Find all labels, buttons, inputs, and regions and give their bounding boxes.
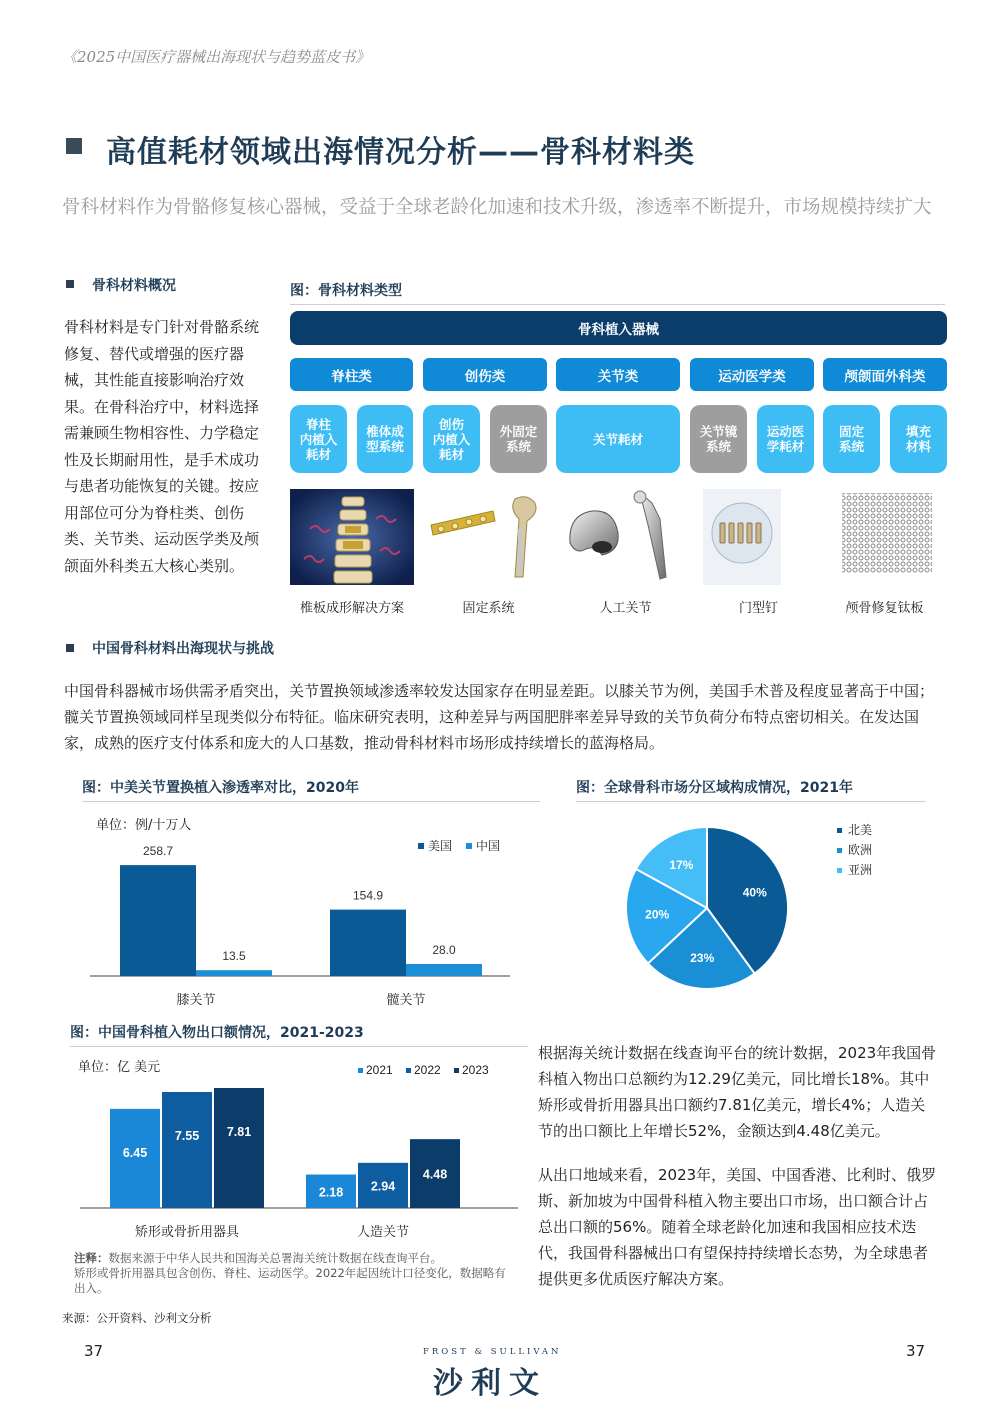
chart1-category-label: 膝关节	[176, 992, 216, 1007]
chart1-category-label: 髋关节	[386, 992, 426, 1007]
chart2-slice-label: 20%	[645, 907, 670, 922]
chart2-legend-swatch	[837, 848, 842, 853]
caption-staple: 门型钉	[738, 601, 778, 616]
figure-rule	[290, 304, 945, 305]
leaf-external-fixation: 外固定 系统	[490, 405, 547, 473]
section-label-overview: 骨科材料概况	[92, 278, 176, 294]
chart3-title: 图：中国骨科植入物出口额情况，2021-2023	[70, 1025, 364, 1041]
chart3-legend-swatch	[358, 1068, 363, 1073]
chart1-title: 图：中美关节置换植入渗透率对比，2020年	[82, 780, 359, 796]
leaf-sports-consumables: 运动医 学耗材	[757, 405, 814, 473]
chart1-legend-label: 美国	[428, 839, 453, 853]
category-sports-medicine: 运动医学类	[690, 358, 814, 391]
chart3-value-label: 7.81	[226, 1124, 252, 1139]
leaf-joint-consumables: 关节耗材	[556, 405, 680, 473]
leaf-spine-implant: 脊柱 内植入 耗材	[290, 405, 347, 473]
chart3-legend-label: 2021	[366, 1063, 393, 1077]
chart1-value-label: 13.5	[222, 949, 246, 964]
note-lead: 注释：	[74, 1251, 109, 1265]
title-bullet	[66, 138, 82, 154]
chart2-legend-swatch	[837, 828, 842, 833]
leaf-vertebroplasty: 椎体成 型系统	[357, 405, 413, 473]
category-joint: 关节类	[556, 358, 680, 391]
chart1-value-label: 258.7	[142, 844, 174, 859]
chart2-legend-label: 欧洲	[848, 843, 873, 857]
chart3-category-label: 人造关节	[356, 1224, 410, 1239]
chart1-bar	[330, 910, 406, 976]
chart1-value-label: 154.9	[352, 888, 384, 903]
chart3-value-label: 2.18	[318, 1185, 344, 1200]
figure-title-types: 图：骨科材料类型	[290, 283, 402, 299]
category-spine: 脊柱类	[290, 358, 413, 391]
chart2-legend-label: 亚洲	[848, 863, 873, 877]
chart3-legend-swatch	[406, 1068, 411, 1073]
leaf-arthroscopy: 关节镜 系统	[690, 405, 747, 473]
chart2-title: 图：全球骨科市场分区域构成情况，2021年	[576, 780, 853, 796]
note-line-2: 矫形或骨折用器具包含创伤、脊柱、运动医学。2022年起因统计口径变化，数据略有出入。	[74, 1266, 506, 1295]
export-paragraph-2: 从出口地域来看，2023年，美国、中国香港、比利时、俄罗斯、新加坡为中国骨科植入物主要出口市场，出口额合计占总出口额的56%。随着全球老龄化加速和我国相应技术迭代，我国骨科器械出口有望保持持续增长态势，为全球患者提供更多优质医疗解决方案。	[538, 1166, 937, 1288]
chart2-slice-label: 23%	[690, 950, 715, 965]
status-paragraph: 中国骨科器械市场供需矛盾突出，关节置换领域渗透率较发达国家存在明显差距。以膝关节为例，美国手术普及程度显著高于中国；髋关节置换领域同样呈现类似分布特征。临床研究表明，这种差异与两国肥胖率差异导致的关节负荷分布特点密切相关。在发达国家，成熟的医疗支付体系和庞大的人口基数，推动骨科材料市场形成持续增长的蓝海格局。	[64, 682, 935, 752]
category-craniomaxillofacial: 颅颌面外科类	[823, 358, 947, 391]
chart3-legend-label: 2023	[462, 1063, 489, 1077]
chart3-bar	[162, 1092, 212, 1208]
chart3-legend-label: 2022	[414, 1063, 441, 1077]
caption-mesh: 颅骨修复钛板	[845, 601, 924, 616]
chart2-legend-label: 北美	[848, 823, 873, 837]
chart1-rule	[82, 801, 540, 802]
chart2-slice-label: 17%	[669, 857, 694, 872]
page-number-right: 37	[906, 1342, 926, 1360]
chart2-slice-label: 40%	[742, 885, 767, 900]
caption-fixation: 固定系统	[462, 601, 515, 616]
chart2-legend-swatch	[837, 868, 842, 873]
logo-shaliwen: 沙利文	[433, 1366, 547, 1401]
chart1-bar-chart	[80, 836, 530, 1012]
chart1-legend-label: 中国	[476, 839, 501, 853]
chart1-bar	[120, 865, 196, 976]
overview-text: 骨科材料是专门针对骨骼系统修复、替代或增强的医疗器械，其性能直接影响治疗效果。在骨科治疗中，材料选择需兼顾生物相容性、力学稳定性及长期耐用性，是手术成功与患者功能恢复的关键。按应用部位可分为脊柱类、创伤类、关节类、运动医学类及颅颌面外科类五大核心类别。	[64, 318, 260, 575]
image-fixation-system	[423, 489, 547, 585]
section-label-status: 中国骨科材料出海现状与挑战	[92, 641, 274, 657]
chart3-value-label: 4.48	[422, 1167, 448, 1182]
page-title: 高值耗材领域出海情况分析——骨科材料类	[106, 135, 695, 170]
source-note: 来源：公开资料、沙利文分析	[62, 1311, 212, 1325]
caption-joint: 人工关节	[599, 601, 652, 616]
chart3-bar	[214, 1088, 264, 1208]
chart3-unit: 单位：亿 美元	[78, 1060, 161, 1075]
chart1-legend-swatch	[466, 843, 472, 849]
leaf-trauma-implant: 创伤 内植入 耗材	[423, 405, 480, 473]
chart1-bar	[406, 964, 482, 976]
logo-frost-sullivan: FROST & SULLIVAN	[423, 1347, 562, 1357]
chart3-rule	[70, 1046, 528, 1047]
caption-spine: 椎板成形解决方案	[299, 601, 404, 616]
chart1-value-label: 28.0	[432, 943, 456, 957]
chart-note	[74, 1251, 514, 1296]
image-titanium-mesh	[840, 489, 934, 585]
export-paragraph-1: 根据海关统计数据在线查询平台的统计数据，2023年我国骨科植入物出口总额约为12.29亿美元，同比增长18%。其中矫形或骨折用器具出口额约7.81亿美元，增长4%；人造关节的出口额比上年增长52%，金额达到4.48亿美元。	[538, 1044, 937, 1140]
chart1-unit: 单位：例/十万人	[96, 818, 192, 833]
chart1-bar	[196, 970, 272, 976]
chart3-value-label: 7.55	[174, 1128, 200, 1143]
root-node: 骨科植入器械	[290, 311, 947, 345]
section-bullet	[66, 280, 74, 288]
leaf-filling-material: 填充 材料	[890, 405, 947, 473]
chart3-bar-chart	[70, 1058, 530, 1246]
page-number-left: 37	[84, 1342, 104, 1360]
image-spine	[290, 489, 414, 585]
chart1-legend-swatch	[418, 843, 424, 849]
chart3-legend-swatch	[454, 1068, 459, 1073]
note-line-1: 数据来源于中华人民共和国海关总署海关统计数据在线查询平台。	[108, 1251, 442, 1265]
chart3-category-label: 矫形或骨折用器具	[134, 1224, 240, 1239]
chart2-rule	[576, 801, 926, 802]
image-staple	[703, 489, 781, 585]
image-artificial-joint	[556, 489, 680, 585]
chart2-pie-chart	[610, 818, 900, 998]
section-bullet	[66, 644, 74, 652]
category-trauma: 创伤类	[423, 358, 547, 391]
running-head: 《2025中国医疗器械出海现状与趋势蓝皮书》	[62, 48, 371, 66]
chart3-value-label: 2.94	[370, 1179, 396, 1194]
leaf-fixation-system: 固定 系统	[823, 405, 880, 473]
chart3-value-label: 6.45	[122, 1145, 148, 1160]
page-subtitle: 骨科材料作为骨骼修复核心器械，受益于全球老龄化加速和技术升级，渗透率不断提升，市场规模持续扩大	[62, 197, 932, 218]
